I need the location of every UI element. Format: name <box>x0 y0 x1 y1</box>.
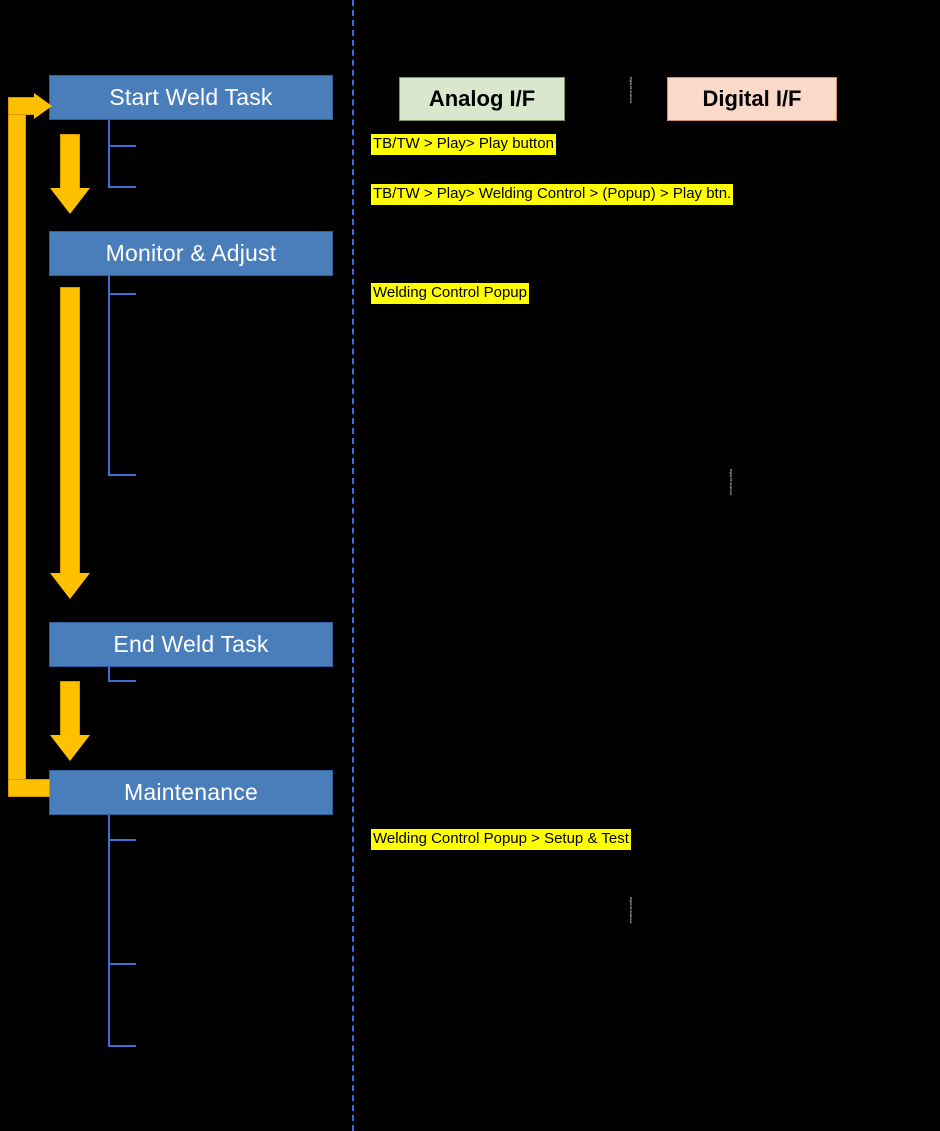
bracket-monitor-branch-2 <box>108 474 136 476</box>
annotation-play-button: TB/TW > Play> Play button <box>371 134 556 155</box>
loopback-top-segment <box>8 97 36 115</box>
loopback-shaft <box>8 97 26 797</box>
bracket-maintenance-vertical <box>108 815 110 1047</box>
annotation-welding-control-play: TB/TW > Play> Welding Control > (Popup) > Play btn. <box>371 184 733 205</box>
process-box-start-weld-task[interactable]: Start Weld Task <box>49 75 333 120</box>
loopback-bottom-segment <box>8 779 50 797</box>
loopback-arrow-head <box>34 93 52 119</box>
header-analog-interface: Analog I/F <box>399 77 565 121</box>
bracket-monitor-vertical <box>108 276 110 476</box>
process-box-monitor-and-adjust[interactable]: Monitor & Adjust <box>49 231 333 276</box>
flow-arrow-monitor-to-end <box>50 287 90 599</box>
micro-text-digital-1: Digital I/F detail text <box>629 76 634 104</box>
flow-arrow-end-to-maintenance <box>50 681 90 761</box>
process-box-maintenance[interactable]: Maintenance <box>49 770 333 815</box>
micro-text-digital-2: Digital I/F detail text <box>729 468 734 496</box>
bracket-maintenance-branch-3 <box>108 1045 136 1047</box>
bracket-end-branch-1 <box>108 680 136 682</box>
bracket-maintenance-branch-2 <box>108 963 136 965</box>
bracket-monitor-branch-1 <box>108 293 136 295</box>
flow-arrow-loopback-to-start <box>0 85 52 807</box>
bracket-start-vertical <box>108 120 110 187</box>
process-box-end-weld-task[interactable]: End Weld Task <box>49 622 333 667</box>
bracket-start-branch-1 <box>108 145 136 147</box>
flow-arrow-start-to-monitor <box>50 134 90 214</box>
micro-text-digital-3: Digital I/F detail text <box>629 896 634 924</box>
bracket-start-branch-2 <box>108 186 136 188</box>
annotation-setup-and-test: Welding Control Popup > Setup & Test <box>371 829 631 850</box>
header-digital-interface: Digital I/F <box>667 77 837 121</box>
column-divider-main <box>352 0 354 1131</box>
annotation-welding-control-popup: Welding Control Popup <box>371 283 529 304</box>
bracket-maintenance-branch-1 <box>108 839 136 841</box>
